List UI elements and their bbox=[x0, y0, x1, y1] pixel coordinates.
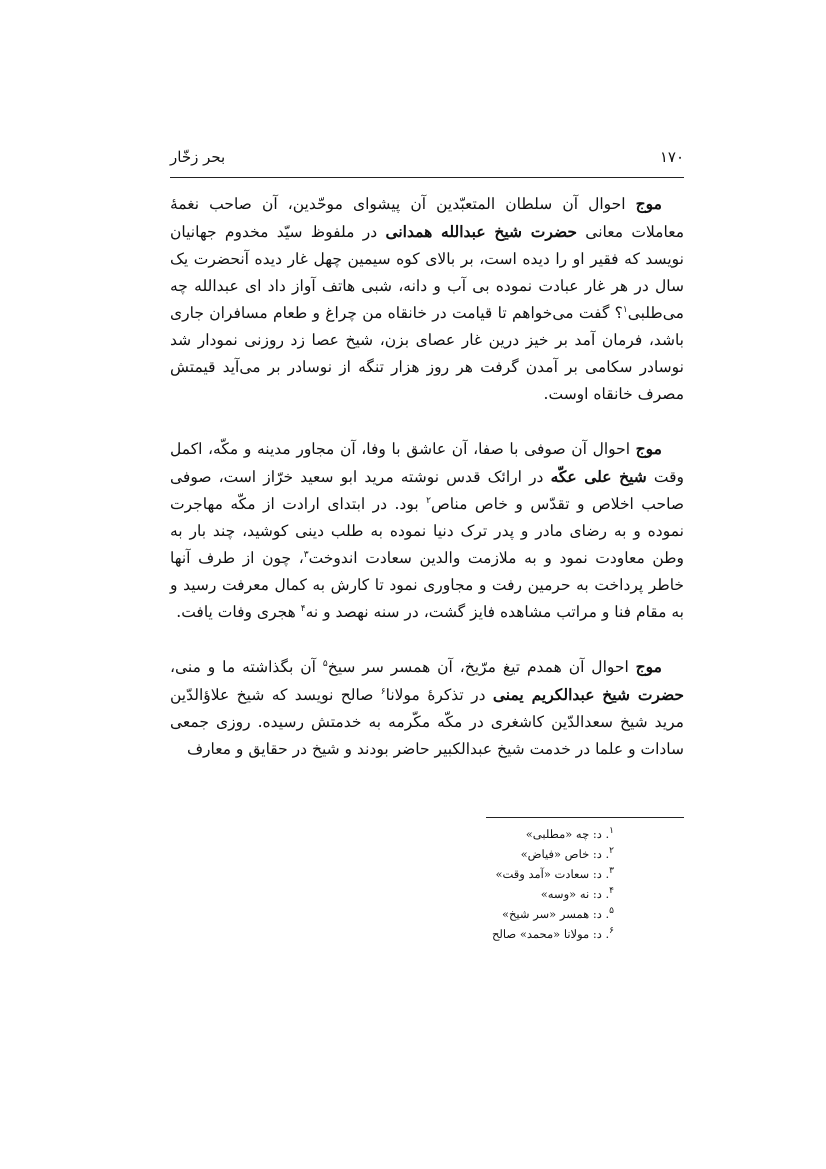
paragraph-text: آن بگذاشته ما و منی، bbox=[170, 658, 323, 676]
footnote bbox=[370, 824, 614, 844]
paragraph-text: هجری وفات یافت. bbox=[176, 603, 301, 621]
paragraph-text: احوال آن همدم تیغ مرّیخ، آن همسر سر سیخ bbox=[327, 658, 636, 676]
person-name: شیخ علی عکّه bbox=[550, 467, 647, 486]
paragraph-text: در ملفوظ سیّد مخدوم جهانیان نویسد که فقیر او را دیده است، بر بالای کوه سیمین چهل غار دیده آنحضرت یک سال در هر غار عبادت نموده بی آب و دانه، شبی هاتف آواز داد ای عبدالله چه می‌طلبی bbox=[170, 223, 684, 322]
paragraph-keyword: موج bbox=[635, 657, 662, 676]
paragraph-text: احوال آن سلطان المتعبّدین آن پیشوای موحّدین، آن صاحب نغمهٔ معاملات معانی bbox=[170, 195, 684, 241]
paragraph-text: در ارائک قدس نوشته مرید ابو سعید خرّاز است، صوفی صاحب اخلاص و تقدّس و خاص مناص bbox=[170, 468, 684, 513]
footnote-number: ۵ bbox=[609, 906, 614, 917]
footnote-number: ۲ bbox=[609, 846, 614, 857]
footnote-ref[interactable]: ۲ bbox=[426, 495, 431, 506]
header-rule bbox=[170, 177, 684, 178]
footnote bbox=[370, 884, 614, 904]
footnotes bbox=[370, 824, 614, 944]
footnote bbox=[370, 904, 614, 924]
person-name: حضرت شیخ عبدالکریم یمنی bbox=[492, 685, 684, 704]
page-number: ۱۷۰ bbox=[659, 148, 684, 166]
footnote-text: . د: سعادت «آمد وقت» bbox=[495, 867, 610, 881]
footnote-number: ۳ bbox=[609, 866, 614, 877]
paragraph-1 bbox=[170, 190, 684, 408]
paragraph-text: صالح نویسد که شیخ علاؤالدّین مرید شیخ سعدالدّین کاشغری در مکّه مکّرمه به خدمتش رسیده. روزی جمعی سادات و علما در خدمت شیخ عبدالکبیر حاضر بودند و شیخ در حقایق و معارف bbox=[170, 686, 684, 758]
footnote bbox=[370, 864, 614, 884]
running-title: بحر زخّار bbox=[170, 148, 226, 166]
paragraph-text: ، چون از طرف آنها خاطر پرداخت به حرمین رفت و مجاوری نمود تا کارش به کمال معرفت رسید و به مقام فنا و مراتب مشاهده فایز گشت، در سنه نهصد و نه bbox=[170, 549, 684, 621]
paragraph-3 bbox=[170, 653, 684, 763]
footnote-text: . د: چه «مطلبی» bbox=[525, 827, 610, 841]
footnote-number: ۴ bbox=[609, 886, 614, 897]
footnote-number: ۶ bbox=[609, 926, 614, 937]
footnote-rule bbox=[486, 817, 684, 818]
footnote-ref[interactable]: ۱ bbox=[622, 304, 628, 315]
person-name: حضرت شیخ عبدالله همدانی bbox=[385, 222, 577, 241]
footnote-text: . د: همسر «سر شیخ» bbox=[501, 907, 610, 921]
footnote-number: ۱ bbox=[609, 826, 614, 837]
body-text bbox=[170, 190, 684, 763]
footnote-ref[interactable]: ۳ bbox=[303, 549, 309, 560]
footnote-ref[interactable]: ۵ bbox=[322, 658, 328, 669]
paragraph-text: بود. در ابتدای ارادت از مکّه مهاجرت نموده و به رضای مادر و پدر ترک دنیا نموده به طلب دینی کوشید، چند بار به وطن معاودت نمود و به ملازمت والدین سعادت اندوخت bbox=[170, 495, 685, 567]
footnote-text: . د: نه «وسه» bbox=[540, 887, 610, 901]
page-header bbox=[170, 148, 684, 174]
paragraph-text: ؟ گفت می‌خواهم تا قیامت در خانقاه من چراغ و طعام مسافران جاری باشد، فرمان آمد بر خیز درین غار عصای بزن، شیخ عصا زد روزنی نمودار شد نوسادر سکامی بر آمدن گرفت هر روز هزار تنگه از نوسادر بر می‌آید قیمتش مصرف خانقاه اوست. bbox=[170, 304, 684, 403]
footnote bbox=[370, 924, 614, 944]
paragraph-keyword: موج bbox=[635, 194, 662, 213]
footnote-text: . د: مولانا «محمد» صالح bbox=[491, 927, 610, 941]
footnote-ref[interactable]: ۴ bbox=[300, 603, 306, 614]
footnote bbox=[370, 844, 614, 864]
footnote-ref[interactable]: ۶ bbox=[380, 686, 386, 697]
paragraph-2 bbox=[170, 435, 684, 626]
paragraph-keyword: موج bbox=[635, 439, 662, 458]
footnote-text: . د: خاص «فیاض» bbox=[520, 847, 610, 861]
paragraph-text: در تذکرهٔ مولانا bbox=[385, 686, 493, 704]
paragraph-text: احوال آن صوفی با صفا، آن عاشق با وفا، آن مجاور مدینه و مکّه، اکمل وقت bbox=[170, 440, 685, 486]
